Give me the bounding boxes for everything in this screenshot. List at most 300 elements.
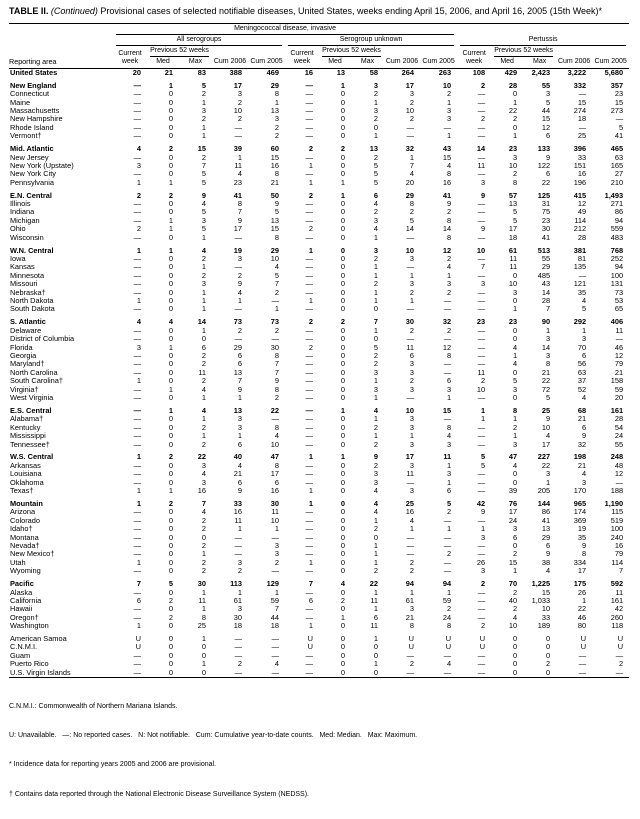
- previous-52-weeks-label: Previous 52 weeks: [150, 47, 209, 57]
- value-cell: 0: [340, 161, 345, 170]
- value-cell: —: [133, 288, 141, 297]
- value-cell: 2: [237, 567, 242, 576]
- value-cell: —: [305, 263, 313, 272]
- value-cell: 46: [614, 343, 624, 352]
- value-cell: 240: [610, 533, 624, 542]
- value-cell: 4: [373, 508, 378, 517]
- value-cell: 7: [237, 377, 242, 386]
- reporting-area-cell: Puerto Rico: [10, 660, 49, 669]
- value-cell: 1: [373, 558, 378, 567]
- value-cell: 0: [168, 558, 173, 567]
- reporting-area-cell: California: [10, 596, 42, 605]
- value-cell: —: [133, 326, 141, 335]
- value-cell: 1: [546, 326, 551, 335]
- value-cell: 3: [513, 153, 518, 162]
- value-cell: —: [133, 508, 141, 517]
- value-cell: —: [477, 487, 486, 496]
- value-cell: 13: [233, 406, 242, 415]
- value-cell: 292: [573, 318, 587, 327]
- table-row: [9, 508, 629, 516]
- value-cell: 0: [340, 233, 345, 242]
- current-week-header: Current week: [462, 49, 486, 65]
- value-cell: 40: [508, 596, 518, 605]
- value-cell: 23: [541, 216, 551, 225]
- value-cell: 4: [201, 406, 206, 415]
- value-cell: —: [477, 440, 486, 449]
- table-row: [9, 107, 629, 115]
- value-cell: —: [133, 263, 141, 272]
- value-cell: 1: [447, 271, 452, 280]
- value-cell: —: [443, 668, 452, 677]
- value-cell: 4: [409, 516, 414, 525]
- value-cell: 0: [168, 335, 173, 344]
- value-cell: 1: [373, 98, 378, 107]
- value-cell: 13: [541, 525, 551, 534]
- value-cell: U: [135, 643, 141, 652]
- value-cell: 10: [508, 280, 518, 289]
- value-cell: 12: [442, 246, 452, 255]
- value-cell: —: [406, 651, 414, 660]
- reporting-area-cell: North Dakota: [10, 297, 54, 306]
- table-row: [9, 318, 629, 326]
- value-cell: 2: [136, 225, 141, 234]
- value-cell: 2: [237, 271, 242, 280]
- value-cell: 3: [237, 423, 242, 432]
- table-row: [9, 597, 629, 605]
- value-cell: 5: [619, 123, 624, 132]
- value-cell: 28: [614, 415, 624, 424]
- value-cell: 1,225: [531, 580, 551, 589]
- value-cell: 2: [409, 558, 414, 567]
- value-cell: 25: [541, 406, 551, 415]
- value-cell: 5: [546, 394, 551, 402]
- value-cell: 2,423: [531, 68, 551, 77]
- value-cell: —: [443, 516, 452, 525]
- value-cell: 483: [610, 233, 624, 242]
- value-cell: 9: [237, 385, 242, 394]
- table-row: [9, 424, 629, 432]
- value-cell: —: [305, 525, 313, 534]
- value-cell: 44: [541, 107, 551, 115]
- value-cell: 0: [340, 200, 345, 209]
- value-cell: 75: [541, 208, 551, 217]
- value-cell: 43: [442, 145, 452, 154]
- value-cell: 39: [233, 145, 242, 154]
- table-body: [9, 68, 629, 677]
- table-row: [9, 487, 629, 495]
- value-cell: 37: [577, 377, 587, 386]
- value-cell: 3: [373, 216, 378, 225]
- table-row: [9, 394, 629, 402]
- value-cell: 0: [340, 107, 345, 115]
- value-cell: 9: [481, 225, 486, 234]
- value-cell: 4: [447, 161, 452, 170]
- value-cell: 1: [274, 305, 279, 314]
- value-cell: 1: [201, 263, 206, 272]
- value-cell: 4: [373, 499, 378, 508]
- value-cell: 2: [340, 596, 345, 605]
- value-cell: 29: [270, 246, 279, 255]
- value-cell: 0: [340, 132, 345, 141]
- value-cell: 559: [610, 225, 624, 234]
- value-cell: 18: [508, 233, 518, 242]
- reporting-area-cell: Pacific: [10, 580, 34, 589]
- value-cell: 14: [541, 288, 551, 297]
- value-cell: 35: [577, 288, 587, 297]
- value-cell: —: [133, 651, 141, 660]
- value-cell: —: [443, 415, 452, 424]
- value-cell: 7: [619, 567, 624, 576]
- value-cell: 0: [513, 478, 518, 487]
- value-cell: —: [406, 550, 414, 559]
- value-cell: —: [305, 280, 313, 289]
- value-cell: 4: [201, 246, 206, 255]
- reporting-area-cell: Colorado: [10, 516, 40, 525]
- value-cell: 1: [409, 271, 414, 280]
- value-cell: 2: [409, 208, 414, 217]
- value-cell: —: [133, 90, 141, 99]
- value-cell: 16: [577, 170, 587, 179]
- value-cell: 406: [610, 318, 624, 327]
- value-cell: 0: [340, 470, 345, 479]
- current-week-header: Current week: [290, 49, 314, 65]
- table-title-continued: (Continued): [50, 6, 98, 16]
- value-cell: 2: [168, 453, 173, 462]
- value-cell: 2: [513, 588, 518, 597]
- value-cell: 7: [274, 368, 279, 377]
- value-cell: 8: [447, 351, 452, 360]
- value-cell: 3: [409, 280, 414, 289]
- value-cell: 1: [582, 326, 587, 335]
- cum-2005-header: Cum 2005: [422, 57, 455, 65]
- value-cell: 0: [513, 271, 518, 280]
- value-cell: 6: [237, 440, 242, 449]
- value-cell: 151: [573, 161, 587, 170]
- value-cell: 3: [201, 216, 206, 225]
- value-cell: 7: [274, 360, 279, 369]
- value-cell: 3: [201, 107, 206, 115]
- value-cell: 0: [168, 161, 173, 170]
- value-cell: 0: [168, 98, 173, 107]
- value-cell: 357: [610, 81, 624, 90]
- value-cell: 0: [168, 542, 173, 550]
- value-cell: 2: [513, 550, 518, 559]
- reporting-area-cell: Hawaii: [10, 605, 33, 614]
- value-cell: 1: [513, 98, 518, 107]
- value-cell: 1: [373, 415, 378, 424]
- value-cell: 2: [201, 423, 206, 432]
- value-cell: —: [133, 385, 141, 394]
- value-cell: 1: [136, 377, 141, 386]
- reporting-area-cell: Washington: [10, 622, 49, 631]
- table-row: [9, 589, 629, 597]
- value-cell: 3: [546, 351, 551, 360]
- value-cell: —: [133, 81, 141, 90]
- value-cell: 0: [373, 335, 378, 344]
- reporting-area-cell: Mid. Atlantic: [10, 145, 54, 154]
- value-cell: 1: [136, 487, 141, 496]
- value-cell: 3: [201, 461, 206, 470]
- reporting-area-cell: W.S. Central: [10, 453, 54, 462]
- table-row: [9, 200, 629, 208]
- table-row: [9, 305, 629, 313]
- value-cell: 8: [447, 622, 452, 631]
- value-cell: 11: [477, 161, 486, 170]
- value-cell: 41: [233, 191, 242, 200]
- value-cell: 0: [513, 326, 518, 335]
- value-cell: 20: [405, 178, 414, 187]
- reporting-area-cell: North Carolina: [10, 368, 58, 377]
- value-cell: 2: [447, 288, 452, 297]
- value-cell: 1: [237, 525, 242, 534]
- value-cell: 0: [340, 360, 345, 369]
- reporting-area-cell: Arkansas: [10, 461, 41, 470]
- value-cell: —: [133, 255, 141, 263]
- value-cell: 0: [340, 271, 345, 280]
- value-cell: 1: [136, 558, 141, 567]
- value-cell: —: [133, 550, 141, 559]
- reporting-area-cell: South Dakota: [10, 305, 55, 314]
- table-row: [9, 280, 629, 288]
- value-cell: 11: [234, 516, 242, 525]
- reporting-area-label: Reporting area: [9, 56, 57, 66]
- value-cell: 1: [237, 153, 242, 162]
- value-cell: —: [133, 525, 141, 534]
- value-cell: 5: [201, 170, 206, 179]
- value-cell: —: [133, 533, 141, 542]
- value-cell: 31: [541, 200, 551, 209]
- value-cell: 61: [508, 246, 518, 255]
- value-cell: —: [305, 351, 313, 360]
- value-cell: 0: [340, 643, 345, 652]
- value-cell: 1: [201, 415, 206, 424]
- value-cell: 0: [340, 660, 345, 669]
- reporting-area-cell: Vermont†: [10, 132, 42, 141]
- value-cell: 2: [409, 377, 414, 386]
- value-cell: 0: [168, 132, 173, 141]
- value-cell: 94: [405, 580, 414, 589]
- value-cell: 592: [610, 580, 624, 589]
- value-cell: 4: [546, 432, 551, 441]
- reporting-area-cell: Missouri: [10, 280, 38, 289]
- value-cell: 0: [168, 660, 173, 669]
- reporting-area-cell: New York (Upstate): [10, 161, 74, 170]
- value-cell: 21: [164, 68, 173, 77]
- value-cell: U: [307, 635, 313, 644]
- value-cell: —: [271, 643, 279, 652]
- reporting-area-cell: Kentucky: [10, 423, 41, 432]
- table-row: [9, 369, 629, 377]
- value-cell: 94: [614, 263, 624, 272]
- value-cell: 1: [168, 216, 173, 225]
- value-cell: 63: [577, 368, 587, 377]
- value-cell: 15: [442, 153, 452, 162]
- value-cell: 8: [409, 200, 414, 209]
- value-cell: 1: [308, 487, 313, 496]
- value-cell: 1: [201, 123, 206, 132]
- value-cell: 12: [577, 200, 587, 209]
- value-cell: 381: [573, 246, 587, 255]
- value-cell: 1: [513, 351, 518, 360]
- value-cell: 25: [405, 499, 414, 508]
- value-cell: 0: [340, 668, 345, 677]
- value-cell: 0: [340, 225, 345, 234]
- reporting-area-cell: Guam: [10, 651, 31, 660]
- value-cell: —: [406, 533, 414, 542]
- table-row: [9, 534, 629, 542]
- value-cell: 7: [237, 208, 242, 217]
- value-cell: 42: [476, 499, 486, 508]
- value-cell: —: [477, 288, 486, 297]
- cum-2005-header: Cum 2005: [594, 57, 627, 65]
- value-cell: 2: [308, 343, 313, 352]
- value-cell: —: [305, 385, 313, 394]
- value-cell: 5: [373, 178, 378, 187]
- current-week-header: Current week: [118, 49, 142, 65]
- value-cell: 4: [201, 470, 206, 479]
- value-cell: 42: [614, 605, 624, 614]
- value-cell: 465: [610, 145, 624, 154]
- value-cell: —: [305, 613, 313, 622]
- value-cell: 161: [610, 406, 624, 415]
- value-cell: 10: [270, 255, 279, 263]
- value-cell: 0: [201, 335, 206, 344]
- value-cell: 0: [340, 508, 345, 517]
- value-cell: 7: [409, 161, 414, 170]
- value-cell: 0: [513, 651, 518, 660]
- value-cell: —: [234, 635, 242, 644]
- value-cell: 3: [373, 81, 378, 90]
- table-row: [9, 217, 629, 225]
- table-row: [9, 470, 629, 478]
- value-cell: 55: [541, 81, 551, 90]
- table-row: [9, 669, 629, 678]
- value-cell: 9: [201, 191, 206, 200]
- value-cell: 47: [270, 453, 279, 462]
- value-cell: 21: [577, 415, 587, 424]
- value-cell: 131: [610, 280, 624, 289]
- value-cell: 0: [340, 216, 345, 225]
- value-cell: 24: [508, 516, 518, 525]
- value-cell: 2: [373, 440, 378, 449]
- value-cell: 2: [201, 90, 206, 99]
- value-cell: 23: [614, 90, 624, 99]
- value-cell: 6: [201, 343, 206, 352]
- value-cell: 17: [233, 225, 242, 234]
- value-cell: 513: [537, 246, 551, 255]
- value-cell: 0: [340, 263, 345, 272]
- value-cell: —: [271, 297, 279, 306]
- value-cell: 248: [610, 453, 624, 462]
- value-cell: —: [305, 660, 313, 669]
- value-cell: 0: [168, 288, 173, 297]
- value-cell: U: [408, 635, 414, 644]
- value-cell: 15: [614, 98, 624, 107]
- value-cell: 5: [201, 225, 206, 234]
- value-cell: 0: [513, 297, 518, 306]
- value-cell: 1: [447, 98, 452, 107]
- value-cell: —: [271, 335, 279, 344]
- value-cell: 49: [577, 208, 587, 217]
- value-cell: 40: [233, 453, 242, 462]
- meningococcal-group-label: Meningococcal disease, invasive: [116, 25, 454, 35]
- table-row: [9, 263, 629, 271]
- value-cell: 0: [168, 508, 173, 517]
- value-cell: 2: [373, 280, 378, 289]
- reporting-area-cell: Connecticut: [10, 90, 50, 99]
- value-cell: 2: [136, 191, 141, 200]
- value-cell: 2: [409, 660, 414, 669]
- value-cell: 1: [409, 153, 414, 162]
- value-cell: 23: [476, 318, 486, 327]
- value-cell: 11: [370, 622, 378, 631]
- cum-2006-header: Cum 2006: [557, 57, 591, 65]
- value-cell: 2: [308, 318, 313, 327]
- value-cell: 1: [201, 605, 206, 614]
- value-cell: U: [617, 635, 624, 644]
- value-cell: 30: [270, 343, 279, 352]
- value-cell: 3: [237, 90, 242, 99]
- value-cell: 4: [201, 385, 206, 394]
- value-cell: 519: [610, 516, 624, 525]
- value-cell: 0: [373, 643, 378, 652]
- value-cell: 2: [481, 81, 486, 90]
- value-cell: 65: [614, 305, 624, 314]
- value-cell: 4: [136, 145, 141, 154]
- table-row: [9, 132, 629, 140]
- value-cell: 18: [577, 115, 587, 124]
- value-cell: 0: [340, 651, 345, 660]
- value-cell: 41: [541, 516, 551, 525]
- value-cell: —: [234, 132, 242, 141]
- value-cell: 70: [508, 580, 518, 589]
- value-cell: 1: [308, 161, 313, 170]
- value-cell: 396: [573, 145, 587, 154]
- value-cell: 4: [582, 394, 587, 402]
- value-cell: 11: [198, 596, 206, 605]
- value-cell: 17: [405, 81, 414, 90]
- value-cell: —: [234, 305, 242, 314]
- value-cell: 0: [513, 470, 518, 479]
- value-cell: 170: [573, 487, 587, 496]
- value-cell: —: [477, 305, 486, 314]
- value-cell: 3: [481, 280, 486, 289]
- value-cell: 1: [373, 516, 378, 525]
- value-cell: 4: [237, 170, 242, 179]
- value-cell: 2: [513, 115, 518, 124]
- value-cell: —: [305, 326, 313, 335]
- value-cell: —: [305, 288, 313, 297]
- value-cell: 0: [168, 440, 173, 449]
- value-cell: 3: [237, 255, 242, 263]
- value-cell: 11: [615, 326, 624, 335]
- value-cell: 17: [577, 567, 587, 576]
- table-row: [9, 272, 629, 280]
- value-cell: 2: [373, 90, 378, 99]
- value-cell: —: [133, 461, 141, 470]
- value-cell: 158: [610, 377, 624, 386]
- table-row: [9, 567, 629, 575]
- value-cell: 0: [513, 660, 518, 669]
- value-cell: 8: [409, 622, 414, 631]
- value-cell: —: [477, 605, 486, 614]
- footnote-provisional: * Incidence data for reporting years 2005 and 2006 are provisional.: [9, 761, 217, 769]
- value-cell: 1: [373, 550, 378, 559]
- value-cell: 3: [373, 246, 378, 255]
- value-cell: 0: [340, 461, 345, 470]
- value-cell: 3: [274, 115, 279, 124]
- table-row: [9, 68, 629, 77]
